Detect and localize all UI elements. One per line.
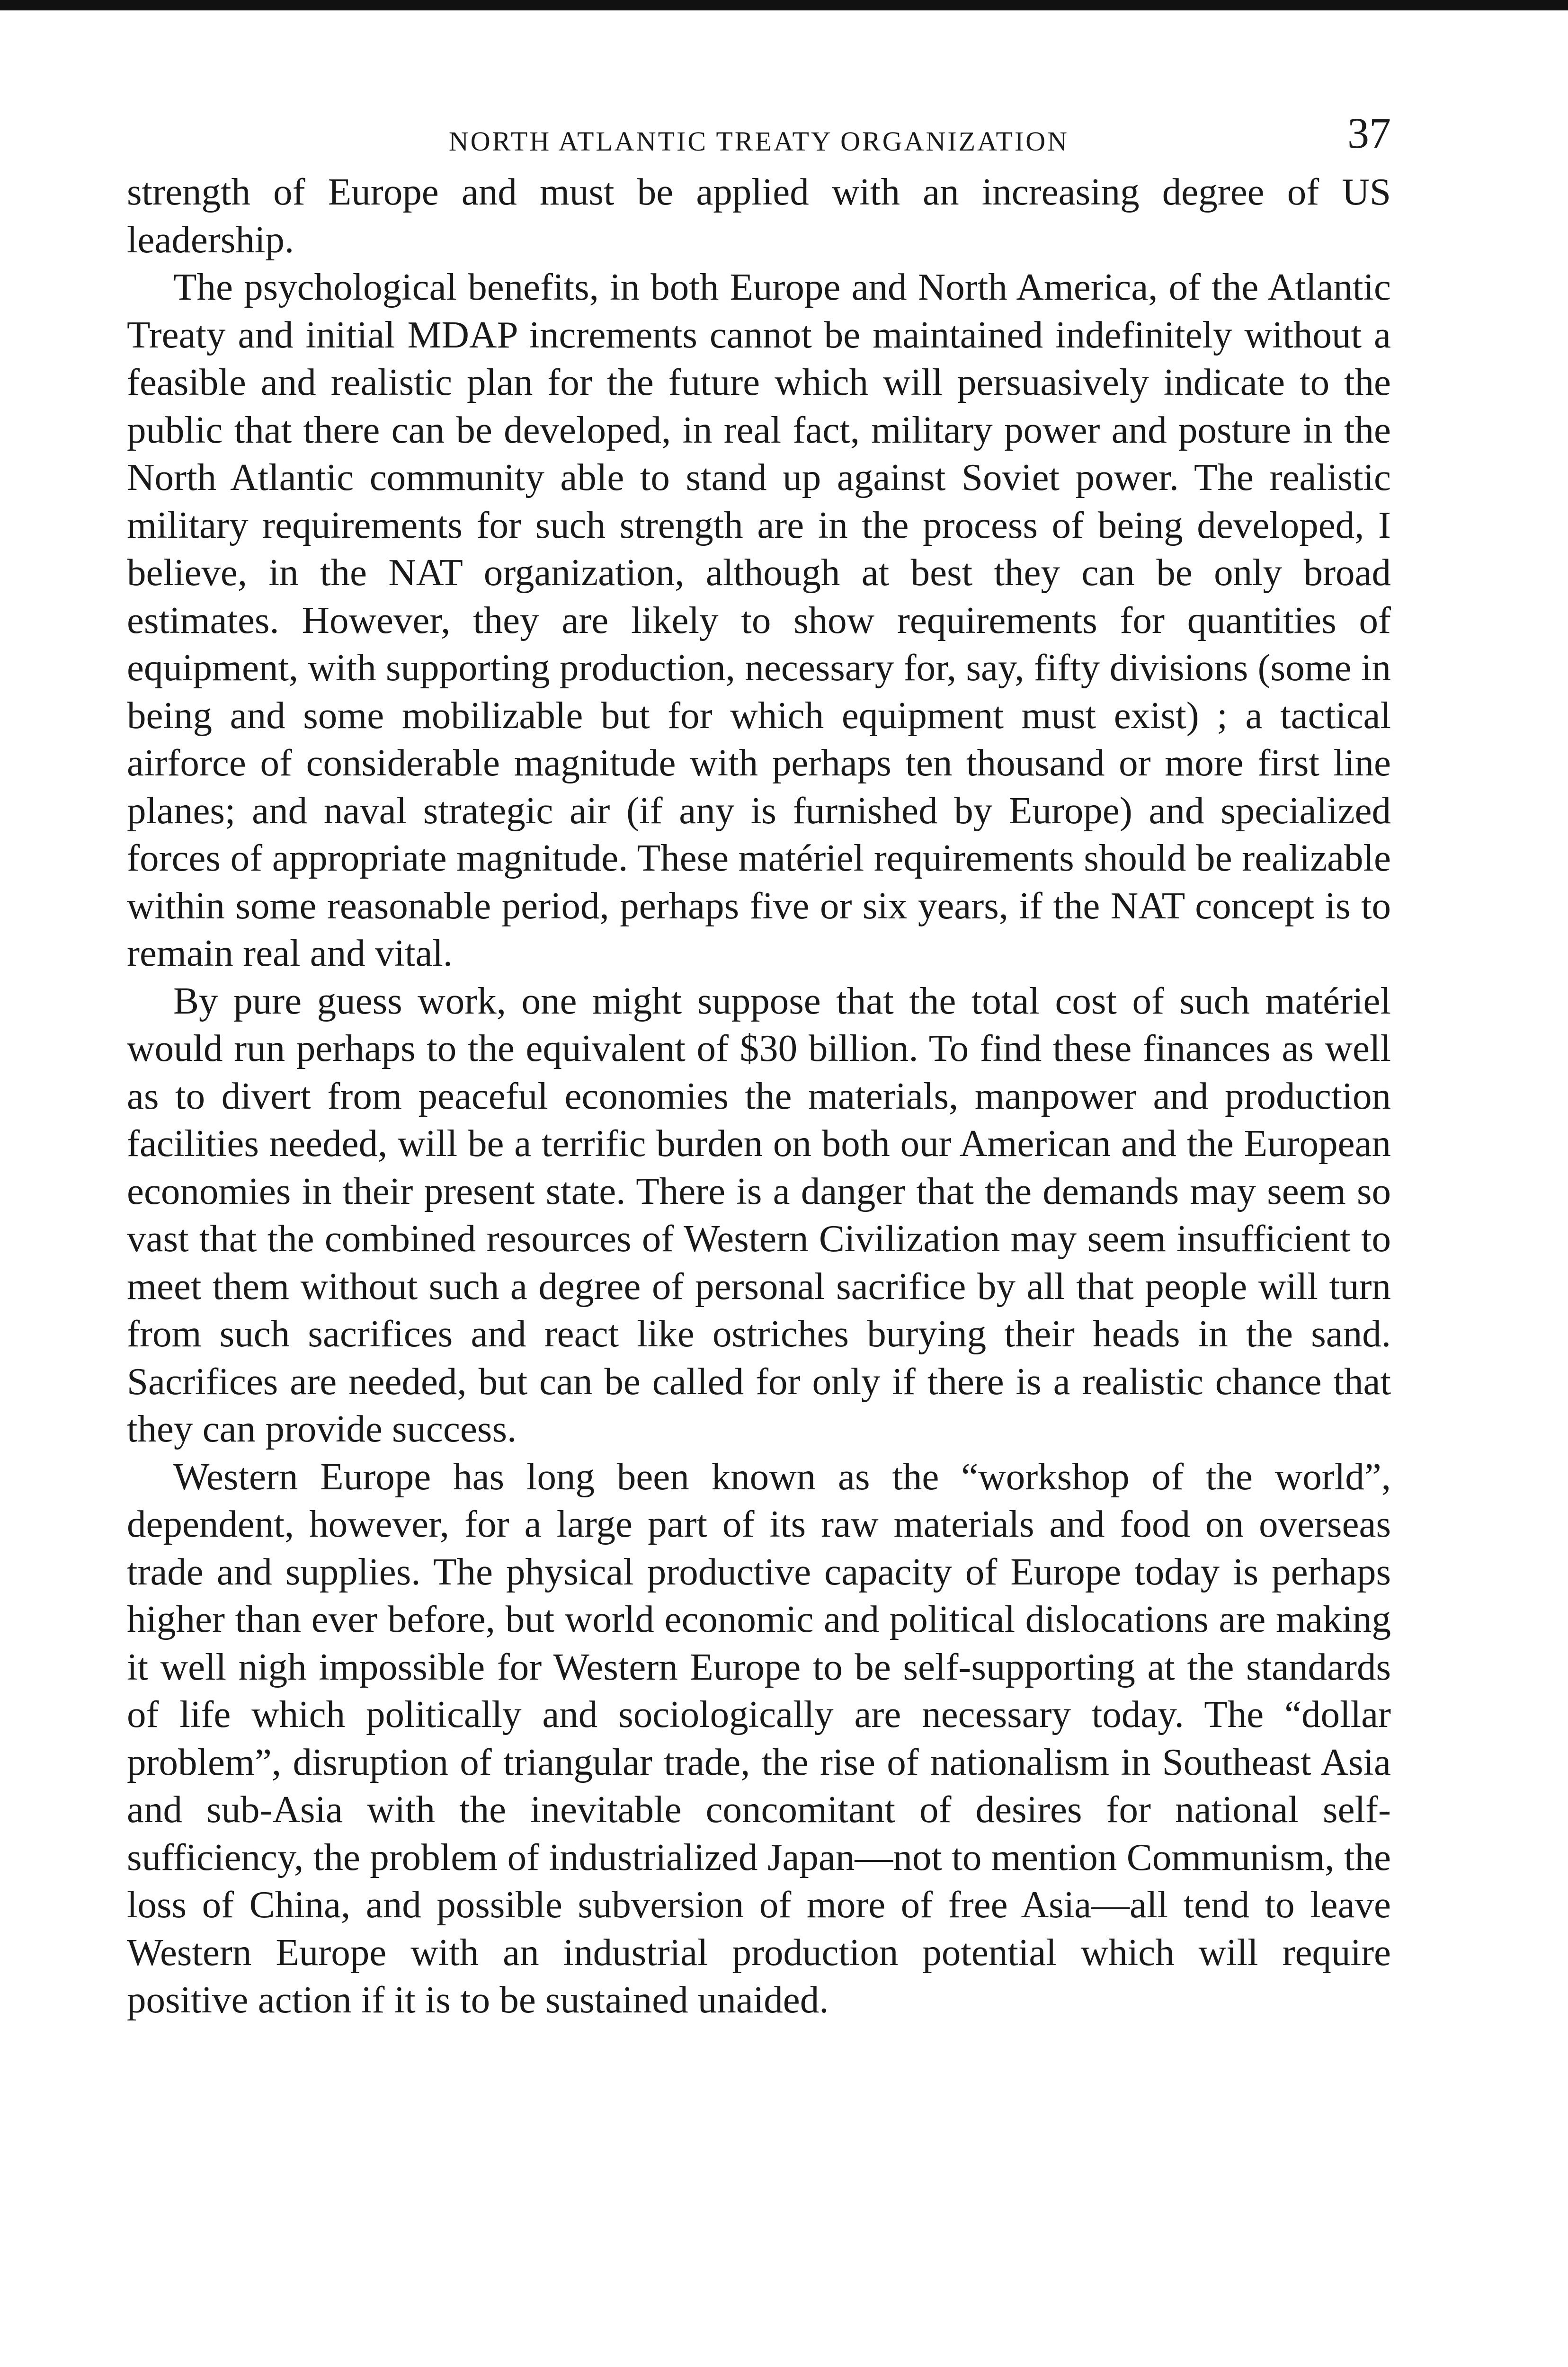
running-header bbox=[127, 111, 1391, 168]
book-page bbox=[127, 111, 1391, 2024]
paragraph-psychological-benefits: The psychological benefits, in both Europe and North America, of the Atlantic Treaty and initial MDAP increments cannot be maintained indefinitely without a feasible and realistic plan for the future which will persuasively indicate to the public that there can be developed, in real fact, military power and posture in the North Atlantic community able to stand up against Soviet power. The realistic military requirements for such strength are in the process of being developed, I believe, in the NAT organization, although at best they can be only broad estimates. However, they are likely to show requirements for quantities of equipment, with supporting production, necessary for, say, fifty divisions (some in being and some mobilizable but for which equipment must exist) ; a tactical airforce of considerable magnitude with perhaps ten thousand or more first line planes; and naval strategic air (if any is furnished by Europe) and specialized forces of appropriate magnitude. These matériel requirements should be realizable within some reasonable period, perhaps five or six years, if the NAT concept is to remain real and vital. bbox=[127, 266, 1391, 974]
paragraph-western-europe: Western Europe has long been known as the “workshop of the world”, dependent, however, for a large part of its raw materials and food on overseas trade and supplies. The physical productive capacity of Europe today is perhaps higher than ever before, but world economic and political dislocations are making it well nigh impossible for Western Europe to be self-supporting at the standards of life which politically and sociologically are necessary today. The “dollar problem”, disruption of triangular trade, the rise of nationalism in Southeast Asia and sub-Asia with the inevitable concomitant of desires for national self-sufficiency, the problem of industrialized Japan—not to mention Communism, the loss of China, and possible subversion of more of free Asia—all tend to leave Western Europe with an industrial production potential which will require positive action if it is to be sustained unaided. bbox=[127, 1455, 1391, 2021]
body-text bbox=[127, 168, 1391, 2024]
paragraph-continued: strength of Europe and must be applied with an increasing degree of US leadership. bbox=[127, 170, 1391, 261]
top-edge-rule bbox=[0, 0, 1568, 10]
running-title: NORTH ATLANTIC TREATY ORGANIZATION bbox=[448, 126, 1069, 157]
paragraph-cost-estimate: By pure guess work, one might suppose that the total cost of such matériel would run perhaps to the equivalent of $30 billion. To find these finances as well as to divert from peaceful economies the materials, manpower and production facilities needed, will be a terrific burden on both our American and the European economies in their present state. There is a danger that the demands may seem so vast that the combined resources of Western Civilization may seem insufficient to meet them without such a degree of personal sacrifice by all that people will turn from such sacrifices and react like ostriches burying their heads in the sand. Sacrifices are needed, but can be called for only if there is a realistic chance that they can provide success. bbox=[127, 979, 1391, 1450]
page-number: 37 bbox=[1347, 109, 1391, 157]
